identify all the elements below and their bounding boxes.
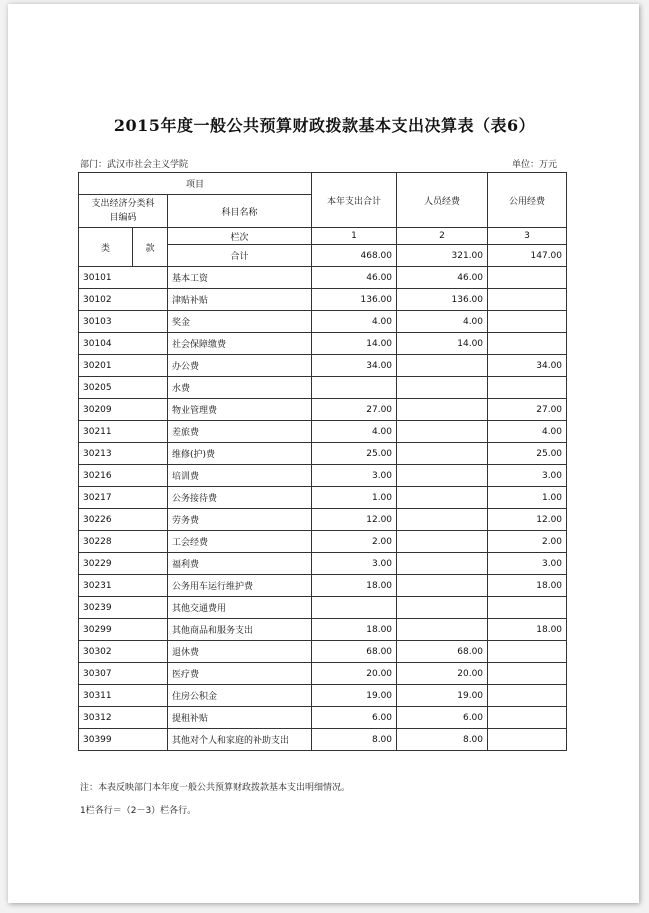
row-code: 30307 [79,663,168,685]
unit-label: 单位：万元 [511,160,557,170]
row-personnel: 4.00 [397,311,488,333]
row-personnel [397,553,488,575]
table-row [79,619,567,641]
row-personnel [397,443,488,465]
row-code: 30217 [79,487,168,509]
row-total [312,597,397,619]
row-code: 30205 [79,377,168,399]
row-subject-name: 奖金 [168,311,312,333]
row-public [488,267,567,289]
table-row [79,531,567,553]
table-title: 2015年度一般公共预算财政拨款基本支出决算表（表6） [113,116,536,135]
table-row [79,289,567,311]
row-total: 18.00 [312,619,397,641]
row-subject-name: 公务用车运行维护费 [168,575,312,597]
row-public [488,333,567,355]
row-total: 4.00 [312,311,397,333]
table-row [79,707,567,729]
row-personnel [397,355,488,377]
row-subject-name: 医疗费 [168,663,312,685]
row-total: 8.00 [312,729,397,751]
row-personnel: 20.00 [397,663,488,685]
table-row [79,575,567,597]
header-col3: 3 [488,228,567,245]
row-total: 2.00 [312,531,397,553]
heji-personnel: 321.00 [397,245,488,267]
row-total: 14.00 [312,333,397,355]
table-row [79,311,567,333]
row-code: 30211 [79,421,168,443]
row-subject-name: 其他商品和服务支出 [168,619,312,641]
row-subject-name: 水费 [168,377,312,399]
table-row [79,421,567,443]
row-total: 20.00 [312,663,397,685]
header-personnel: 人员经费 [397,173,488,228]
row-subject-name: 退休费 [168,641,312,663]
row-public [488,377,567,399]
row-personnel: 68.00 [397,641,488,663]
row-personnel: 8.00 [397,729,488,751]
row-code: 30226 [79,509,168,531]
row-public: 34.00 [488,355,567,377]
row-subject-name: 工会经费 [168,531,312,553]
row-subject-name: 维修(护)费 [168,443,312,465]
row-public [488,597,567,619]
header-public: 公用经费 [488,173,567,228]
row-public [488,311,567,333]
row-code: 30104 [79,333,168,355]
row-personnel: 19.00 [397,685,488,707]
row-subject-name: 基本工资 [168,267,312,289]
header-code-label: 支出经济分类科目编码 [79,195,168,228]
row-personnel: 6.00 [397,707,488,729]
row-subject-name: 办公费 [168,355,312,377]
table-row [79,509,567,531]
row-subject-name: 社会保障缴费 [168,333,312,355]
row-public [488,289,567,311]
row-code: 30213 [79,443,168,465]
row-code: 30399 [79,729,168,751]
row-public: 27.00 [488,399,567,421]
row-public [488,685,567,707]
row-total: 6.00 [312,707,397,729]
row-personnel [397,509,488,531]
header-total: 本年支出合计 [312,173,397,228]
row-subject-name: 物业管理费 [168,399,312,421]
row-subject-name: 差旅费 [168,421,312,443]
row-personnel [397,487,488,509]
row-public: 25.00 [488,443,567,465]
table-row [79,443,567,465]
table-row [79,641,567,663]
row-public: 18.00 [488,619,567,641]
row-code: 30216 [79,465,168,487]
row-total: 18.00 [312,575,397,597]
header-lei: 类 [79,228,133,266]
row-personnel: 14.00 [397,333,488,355]
row-personnel [397,575,488,597]
row-total: 68.00 [312,641,397,663]
header-lei-kuan [79,228,168,267]
header-kuan: 款 [145,243,155,254]
row-personnel: 136.00 [397,289,488,311]
header-col1: 1 [312,228,397,245]
note-line-2: 1栏各行＝（2－3）栏各行。 [80,806,197,816]
row-personnel: 46.00 [397,267,488,289]
department-label: 部门：武汉市社会主义学院 [80,160,189,170]
row-subject-name: 公务接待费 [168,487,312,509]
row-personnel [397,619,488,641]
row-code: 30299 [79,619,168,641]
row-total: 12.00 [312,509,397,531]
row-total [312,377,397,399]
row-total: 3.00 [312,465,397,487]
row-subject-name: 其他交通费用 [168,597,312,619]
row-total: 27.00 [312,399,397,421]
table-row [79,267,567,289]
row-code: 30312 [79,707,168,729]
table-row [79,465,567,487]
row-public: 3.00 [488,465,567,487]
row-total: 3.00 [312,553,397,575]
table-row [79,685,567,707]
row-public [488,729,567,751]
table-row [79,355,567,377]
row-personnel [397,531,488,553]
row-total: 34.00 [312,355,397,377]
table-row [79,553,567,575]
table-row [79,333,567,355]
row-code: 30228 [79,531,168,553]
row-total: 25.00 [312,443,397,465]
row-code: 30311 [79,685,168,707]
expenditure-table [78,172,567,751]
row-subject-name: 提租补贴 [168,707,312,729]
row-public: 4.00 [488,421,567,443]
note-line-1: 注：本表反映部门本年度一般公共预算财政拨款基本支出明细情况。 [80,783,351,793]
table-row [79,597,567,619]
heji-public: 147.00 [488,245,567,267]
row-total: 19.00 [312,685,397,707]
row-code: 30229 [79,553,168,575]
row-code: 30102 [79,289,168,311]
row-subject-name: 福利费 [168,553,312,575]
row-personnel [397,421,488,443]
table-row [79,663,567,685]
row-code: 30201 [79,355,168,377]
row-public: 12.00 [488,509,567,531]
row-total: 46.00 [312,267,397,289]
row-code: 30239 [79,597,168,619]
row-subject-name: 其他对个人和家庭的补助支出 [168,729,312,751]
row-total: 136.00 [312,289,397,311]
row-public: 18.00 [488,575,567,597]
header-project: 项目 [79,173,312,195]
row-subject-name: 培训费 [168,465,312,487]
row-code: 30231 [79,575,168,597]
row-code: 30302 [79,641,168,663]
row-subject-name: 劳务费 [168,509,312,531]
header-lanci: 栏次 [168,228,312,245]
row-personnel [397,597,488,619]
header-col2: 2 [397,228,488,245]
table-row [79,377,567,399]
row-public [488,641,567,663]
row-code: 30103 [79,311,168,333]
row-personnel [397,399,488,421]
heji-label: 合计 [168,245,312,267]
table-row [79,729,567,751]
header-subject-name: 科目名称 [168,195,312,228]
row-public: 1.00 [488,487,567,509]
row-code: 30209 [79,399,168,421]
row-public: 3.00 [488,553,567,575]
row-personnel [397,377,488,399]
row-public [488,663,567,685]
row-code: 30101 [79,267,168,289]
row-public: 2.00 [488,531,567,553]
row-total: 1.00 [312,487,397,509]
row-public [488,707,567,729]
row-personnel [397,465,488,487]
row-subject-name: 津贴补贴 [168,289,312,311]
row-subject-name: 住房公积金 [168,685,312,707]
heji-total: 468.00 [312,245,397,267]
table-row [79,487,567,509]
row-total: 4.00 [312,421,397,443]
table-row [79,399,567,421]
